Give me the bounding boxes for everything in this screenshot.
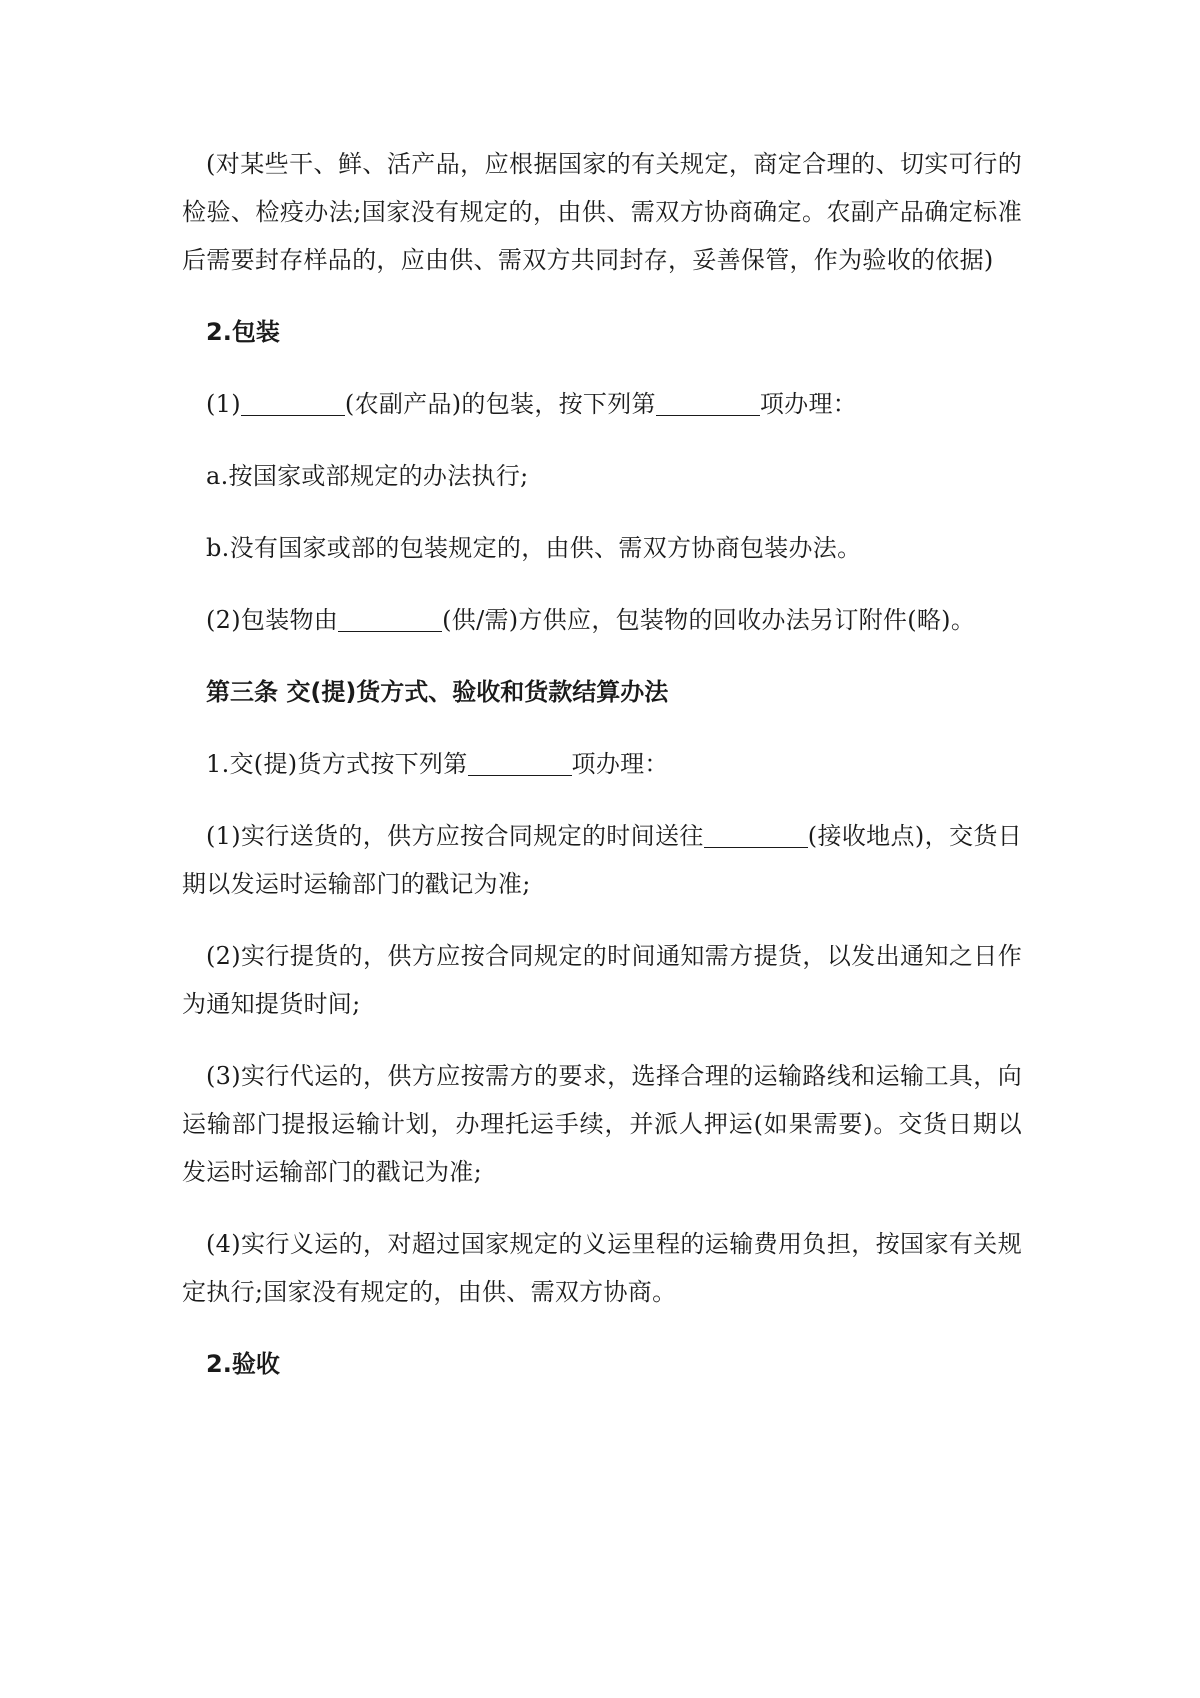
paragraph-delivery-2: (2)实行提货的，供方应按合同规定的时间通知需方提货，以发出通知之日作为通知提货时间; (182, 942, 1022, 1018)
text-segment: (2)包装物由 (206, 606, 339, 634)
paragraph-inspection-note: (对某些干、鲜、活产品，应根据国家的有关规定，商定合理的、切实可行的检验、检疫办法;国家没有规定的，由供、需双方协商确定。农副产品确定标准后需要封存样品的，应由供、需双方共同封存，妥善保管，作为验收的依据) (182, 150, 1022, 274)
paragraph-packaging-1 (182, 380, 1022, 428)
paragraph-delivery-3: (3)实行代运的，供方应按需方的要求，选择合理的运输路线和运输工具，向运输部门提报运输计划，办理托运手续，并派人押运(如果需要)。交货日期以发运时运输部门的戳记为准; (182, 1062, 1022, 1186)
heading-article-3: 第三条 交(提)货方式、验收和货款结算办法 (206, 678, 669, 706)
paragraph-packaging-b: b.没有国家或部的包装规定的，由供、需双方协商包装办法。 (206, 534, 862, 562)
fill-in-blank[interactable] (338, 605, 442, 632)
heading-packaging: 2.包装 (206, 318, 280, 346)
text-segment: 1.交(提)货方式按下列第 (206, 750, 468, 778)
text-segment: (1)实行送货的，供方应按合同规定的时间送往 (206, 822, 704, 850)
text-segment: (供/需)方供应，包装物的回收办法另订附件(略)。 (442, 606, 976, 634)
paragraph-delivery-1 (182, 812, 1022, 908)
paragraph-packaging-a: a.按国家或部规定的办法执行; (206, 462, 529, 490)
document-page (182, 140, 1022, 1388)
text-segment: 项办理： (759, 390, 858, 418)
fill-in-blank[interactable] (704, 821, 808, 848)
fill-in-blank[interactable] (468, 749, 572, 776)
heading-acceptance: 2.验收 (206, 1350, 280, 1378)
text-segment: (农副产品)的包装，按下列第 (344, 390, 656, 418)
paragraph-packaging-2 (182, 596, 1022, 644)
paragraph-delivery-4: (4)实行义运的，对超过国家规定的义运里程的运输费用负担，按国家有关规定执行;国家没有规定的，由供、需双方协商。 (182, 1230, 1022, 1306)
fill-in-blank[interactable] (656, 389, 760, 416)
fill-in-blank[interactable] (241, 389, 345, 416)
text-segment: (接收地点)，交货日期以发运时运输部门的戳记为准; (182, 822, 1022, 898)
paragraph-delivery-method (182, 740, 1022, 788)
text-segment: 项办理： (571, 750, 669, 778)
text-segment: (1) (206, 390, 241, 418)
